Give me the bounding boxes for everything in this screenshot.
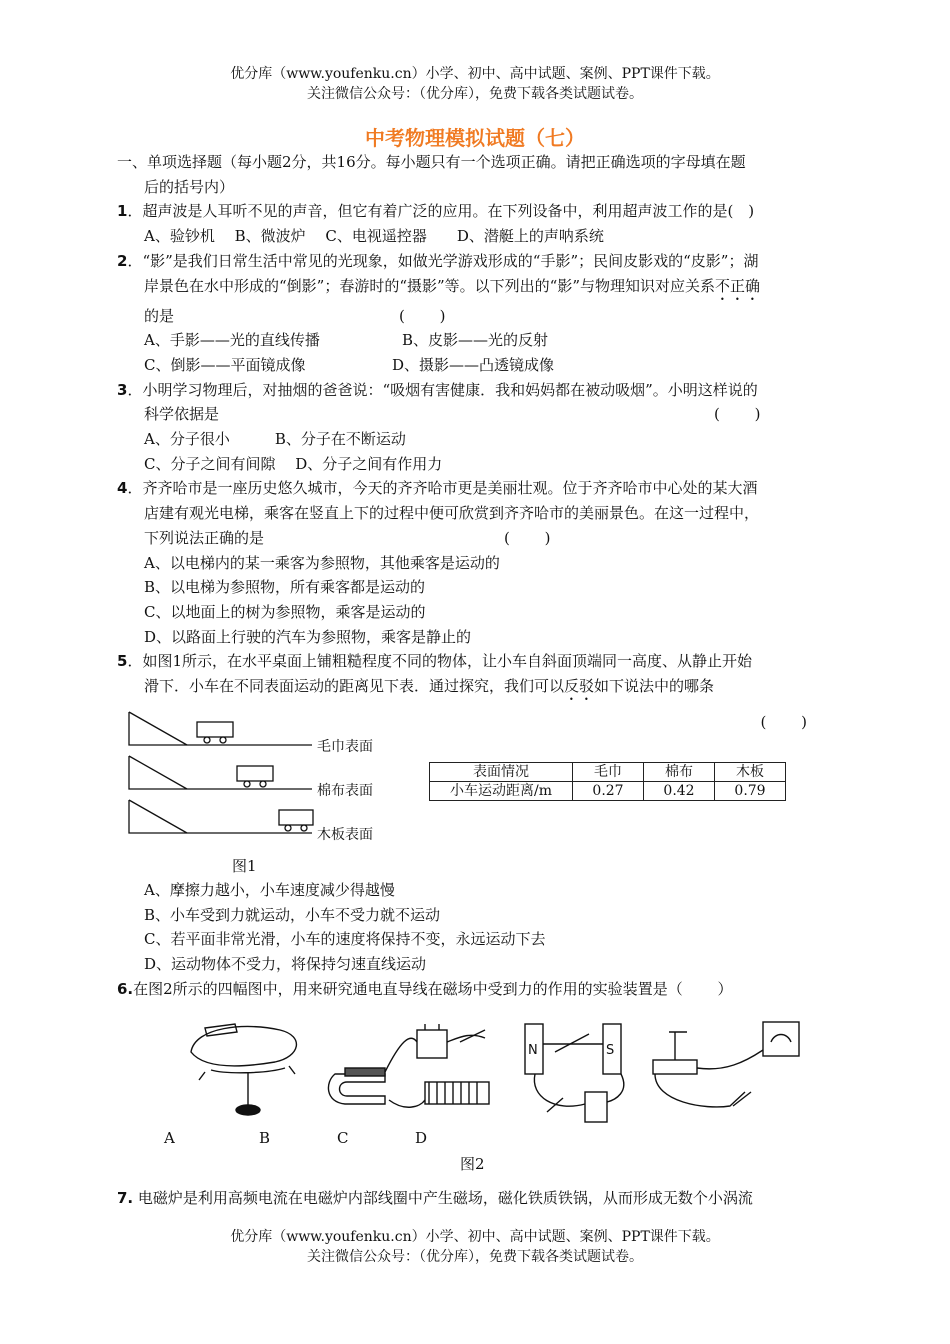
question-2-line-1: ．“影”是我们日常生活中常见的光现象，如做光学游戏形成的“手影”；民间皮影戏的“皮影”；湖 — [127, 251, 759, 270]
footer-line-2: 关注微信公众号：（优分库），免费下载各类试题试卷。 — [307, 1249, 643, 1265]
question-1-text: ．超声波是人耳听不见的声音，但它有着广泛的应用。在下列设备中，利用超声波工作的是( ) — [127, 202, 755, 221]
fig-d-wires — [655, 1050, 763, 1107]
cart-1 — [197, 722, 233, 737]
table-row — [430, 782, 786, 801]
page-title: 中考物理模拟试题（七） — [365, 126, 585, 150]
surface-label-cotton: 棉布表面 — [317, 783, 373, 800]
table-row — [430, 763, 786, 782]
cart-1-wheel-left — [204, 737, 210, 743]
question-6-text: 在图2所示的四幅图中，用来研究通电直导线在磁场中受到力的作用的实验装置是（ ） — [133, 979, 733, 998]
cart-2-wheel-left — [244, 781, 250, 787]
question-5-option-d: D、运动物体不受力，将保持匀速直线运动 — [144, 955, 427, 974]
fig-b-battery — [417, 1030, 447, 1058]
fig-b-magnet — [328, 1074, 385, 1104]
fig-b-wires — [385, 1035, 485, 1072]
question-2-option-d: D、摄影——凸透镜成像 — [392, 355, 555, 374]
cart-3 — [279, 810, 313, 825]
fig-b-battery-terminals — [425, 1024, 439, 1030]
question-7 — [117, 1186, 837, 1211]
ramp-2-frame — [129, 756, 312, 789]
question-1 — [117, 199, 837, 224]
section-heading-line-1: 一、单项选择题（每小题2分，共16分。每小题只有一个选项正确。请把正确选项的字母填在题 — [117, 153, 746, 171]
question-5 — [117, 649, 837, 674]
question-2-options-cd — [117, 353, 837, 378]
question-5-bracket: ( ) — [760, 713, 807, 732]
question-3 — [117, 378, 837, 403]
fig-d-magnet — [653, 1060, 697, 1074]
fig-b-magnet-top — [345, 1068, 385, 1076]
question-3-options-cd: C、分子之间有间隙 D、分子之间有作用力 — [144, 454, 443, 473]
table-header-wood: 木板 — [715, 763, 786, 782]
fig-c-wires — [534, 1074, 623, 1106]
table-cell-label: 小车运动距离/m — [430, 782, 573, 801]
ramp-3-slope — [129, 800, 187, 833]
question-4-line-1: ．齐齐哈市是一座历史悠久城市，今天的齐齐哈市更是美丽壮观。位于齐齐哈市中心处的某大酒 — [127, 479, 758, 498]
header-line-1: 优分库（www.youfenku.cn）小学、初中、高中试题、案例、PPT课件下载。 — [230, 66, 720, 82]
question-5-line-1: ．如图1所示，在水平桌面上铺粗糙程度不同的物体，让小车自斜面顶端同一高度、从静止开始 — [127, 652, 752, 671]
figure-2-label-c: C — [337, 1128, 349, 1147]
surface-label-wood: 木板表面 — [317, 827, 373, 844]
cart-3-wheel-right — [301, 825, 307, 831]
page-header — [0, 64, 950, 104]
question-3-number: 3 — [117, 380, 128, 399]
question-2-option-a: A、手影——光的直线传播 — [144, 331, 320, 350]
question-6 — [117, 977, 837, 1002]
figure-2-drawing — [185, 1012, 845, 1132]
question-3-line-1: ．小明学习物理后，对抽烟的爸爸说：“吸烟有害健康．我和妈妈都在被动吸烟”。小明这样说的 — [127, 380, 758, 399]
question-4-line-2: 店建有观光电梯，乘客在竖直上下的过程中便可欣赏到齐齐哈市的美丽景色。在这一过程中， — [144, 504, 760, 523]
distance-table — [429, 762, 786, 801]
table-cell-cotton: 0.42 — [644, 782, 715, 801]
question-7-number: 7. — [117, 1188, 134, 1207]
question-2-emphasis: 不正确 — [715, 276, 761, 295]
table-cell-wood: 0.79 — [715, 782, 786, 801]
section-heading-line-2: 后的括号内） — [144, 177, 235, 196]
figure-1 — [117, 708, 837, 878]
question-5-option-b: B、小车受到力就运动，小车不受力就不运动 — [144, 905, 441, 924]
figure-2-label-d: D — [415, 1128, 428, 1147]
ramp-2-slope — [129, 756, 187, 789]
question-5-line-2-text-a: 滑下．小车在不同表面运动的距离见下表．通过探究，我们可以 — [144, 677, 565, 696]
question-4-option-c: C、以地面上的树为参照物，乘客是运动的 — [144, 602, 426, 621]
footer-line-1: 优分库（www.youfenku.cn）小学、初中、高中试题、案例、PPT课件下载。 — [230, 1229, 720, 1245]
question-5-line-2-text-b: 如下说法中的哪条 — [594, 677, 715, 696]
cart-3-wheel-left — [285, 825, 291, 831]
question-2-line-2 — [117, 274, 837, 304]
question-3-options-ab: A、分子很小 B、分子在不断运动 — [144, 430, 406, 449]
table-header-surface: 表面情况 — [430, 763, 573, 782]
figure-2-label-b: B — [259, 1128, 271, 1147]
ramp-1-slope — [129, 712, 187, 745]
cart-1-wheel-right — [220, 737, 226, 743]
fig-c-battery — [585, 1092, 607, 1122]
question-4-option-b: B、以电梯为参照物，所有乘客都是运动的 — [144, 578, 426, 597]
figure-2-label-a: A — [164, 1128, 175, 1147]
table-cell-towel: 0.27 — [573, 782, 644, 801]
fig-c-label-n: N — [528, 1042, 538, 1058]
question-4-number: 4 — [117, 479, 128, 498]
question-3-line-2 — [117, 402, 837, 427]
figure-2-caption: 图2 — [460, 1154, 485, 1173]
page-footer — [0, 1227, 950, 1267]
question-2-number: 2 — [117, 251, 128, 270]
question-5-line-2 — [117, 674, 837, 704]
figure-2 — [117, 1008, 837, 1178]
question-2-option-c: C、倒影——平面镜成像 — [144, 355, 306, 374]
figure-1-caption: 图1 — [232, 857, 257, 876]
question-2-line-3: 的是 ( ) — [144, 306, 446, 325]
question-5-emphasis: 反驳 — [564, 677, 595, 696]
table-header-cotton: 棉布 — [644, 763, 715, 782]
question-3-bracket: ( ) — [714, 405, 761, 424]
fig-a-battery — [205, 1024, 237, 1036]
fig-d-stand — [669, 1032, 687, 1060]
question-1-options: A、验钞机 B、微波炉 C、电视遥控器 D、潜艇上的声呐系统 — [144, 227, 604, 246]
question-4-option-d: D、以路面上行驶的汽车为参照物，乘客是静止的 — [144, 627, 472, 646]
question-5-option-a: A、摩擦力越小，小车速度减少得越慢 — [144, 881, 395, 900]
header-line-2: 关注微信公众号：（优分库），免费下载各类试题试卷。 — [307, 86, 643, 102]
fig-d-meter-dial — [771, 1034, 791, 1042]
table-header-towel: 毛巾 — [573, 763, 644, 782]
question-6-number: 6. — [117, 979, 134, 998]
cart-2-wheel-right — [260, 781, 266, 787]
cart-2 — [237, 766, 273, 781]
fig-c-label-s: S — [606, 1042, 615, 1058]
fig-b-rheostat-coils — [429, 1082, 477, 1104]
question-4-option-a: A、以电梯内的某一乘客为参照物，其他乘客是运动的 — [144, 553, 500, 572]
question-2 — [117, 249, 837, 274]
exam-content — [117, 150, 837, 1210]
fig-a-base — [236, 1105, 260, 1115]
fig-d-meter — [763, 1022, 799, 1056]
question-4-line-3: 下列说法正确的是 ( ) — [144, 528, 551, 547]
question-2-line-2-text: 岸景色在水中形成的“倒影”；春游时的“摄影”等。以下列出的“影”与物理知识对应关系 — [144, 276, 716, 295]
question-2-options-ab — [117, 328, 837, 353]
surface-label-towel: 毛巾表面 — [317, 739, 373, 756]
fig-c-rod — [555, 1034, 589, 1052]
question-5-number: 5 — [117, 652, 128, 671]
question-4 — [117, 476, 837, 501]
question-3-line-2-text: 科学依据是 — [144, 405, 220, 424]
fig-b-rheostat — [425, 1082, 489, 1104]
question-5-option-c: C、若平面非常光滑，小车的速度将保持不变，永远运动下去 — [144, 930, 546, 949]
question-7-text: 电磁炉是利用高频电流在电磁炉内部线圈中产生磁场，磁化铁质铁锅，从而形成无数个小涡流 — [133, 1188, 753, 1207]
question-1-number: 1 — [117, 202, 128, 221]
fig-b-wire-bottom — [389, 1100, 425, 1107]
question-2-option-b: B、皮影——光的反射 — [402, 331, 549, 350]
